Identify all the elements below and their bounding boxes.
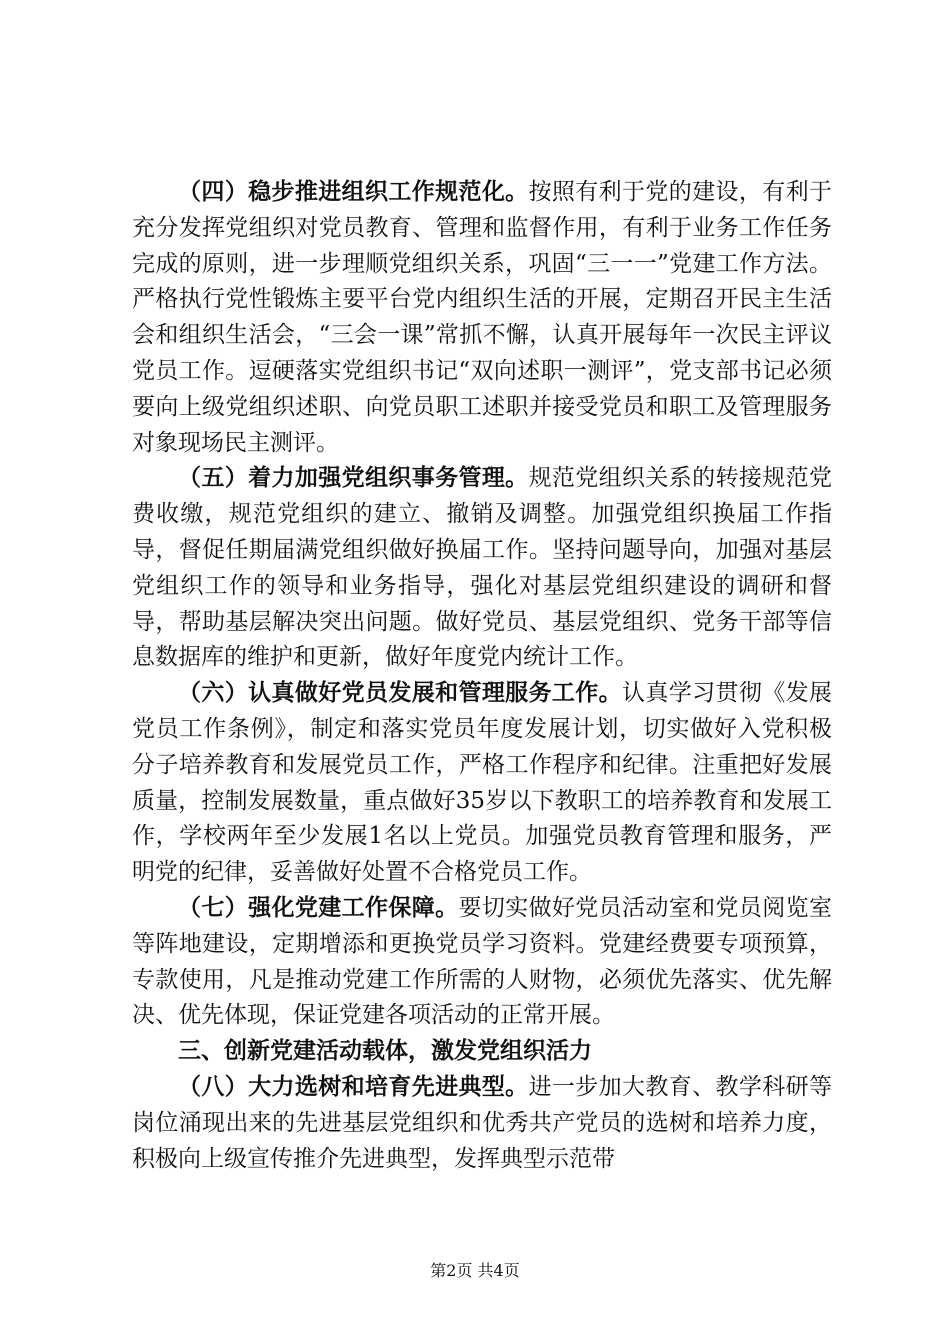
paragraph-8 (132, 1070, 832, 1177)
paragraph-7-body: 要切实做好党员活动室和党员阅览室等阵地建设，定期增添和更换党员学习资料。党建经费要专项预算，专款使用，凡是推动党建工作所需的人财物，必须优先落实、优先解决、优先体现，保证党建各项活动的正常开展。 (132, 894, 833, 1029)
page-footer: 第2页 共4页 (430, 1261, 520, 1280)
paragraph-4-lead: （四）稳步推进组织工作规范化。 (178, 179, 529, 205)
paragraph-8-lead: （八）大力选树和培育先进典型。 (178, 1073, 529, 1100)
paragraph-7 (132, 891, 832, 1034)
paragraph-5-lead: （五）着力加强党组织事务管理。 (178, 465, 529, 492)
paragraph-5 (132, 461, 832, 676)
paragraph-6-body: 认真学习贯彻《发展党员工作条例》，制定和落实党员年度发展计划，切实做好入党积极分子培养教育和发展党员工作，严格工作程序和纪律。注重把好发展质量，控制发展数量，重点做好35岁以下教职工的培养教育和发展工作，学校两年至少发展1名以上党员。加强党员教育管理和服务，严明党的纪律，妥善做好处置不合格党员工作。 (132, 680, 833, 886)
section-heading: 三、创新党建活动载体，激发党组织活力 (178, 1038, 592, 1065)
paragraph-4-body: 按照有利于党的建设，有利于充分发挥党组织对党员教育、管理和监督作用，有利于业务工作任务完成的原则，进一步理顺党组织关系，巩固“三一一”党建工作方法。严格执行党性锻炼主要平台党内组织生活的开展，定期召开民主生活会和组织生活会，“三会一课”常抓不懈，认真开展每年一次民主评议党员工作。逗硬落实党组织书记“双向述职一测评”，党支部书记必须要向上级党组织述职、向党员职工述职并接受党员和职工及管理服务对象现场民主测评。 (132, 179, 833, 456)
paragraph-5-body: 规范党组织关系的转接规范党费收缴，规范党组织的建立、撤销及调整。加强党组织换届工作指导，督促任期届满党组织做好换届工作。坚持问题导向，加强对基层党组织工作的领导和业务指导，强化对基层党组织建设的调研和督导，帮助基层解决突出问题。做好党员、基层党组织、党务干部等信息数据库的维护和更新，做好年度党内统计工作。 (132, 465, 833, 671)
paragraph-6 (132, 676, 832, 891)
paragraph-7-lead: （七）强化党建工作保障。 (178, 894, 459, 921)
paragraph-4 (132, 175, 832, 461)
document-body (132, 175, 832, 1177)
paragraph-8-body: 进一步加大教育、教学科研等岗位涌现出来的先进基层党组织和优秀共产党员的选树和培养力度，积极向上级宣传推介先进典型，发挥典型示范带 (132, 1073, 833, 1172)
paragraph-6-lead: （六）认真做好党员发展和管理服务工作。 (178, 680, 623, 707)
